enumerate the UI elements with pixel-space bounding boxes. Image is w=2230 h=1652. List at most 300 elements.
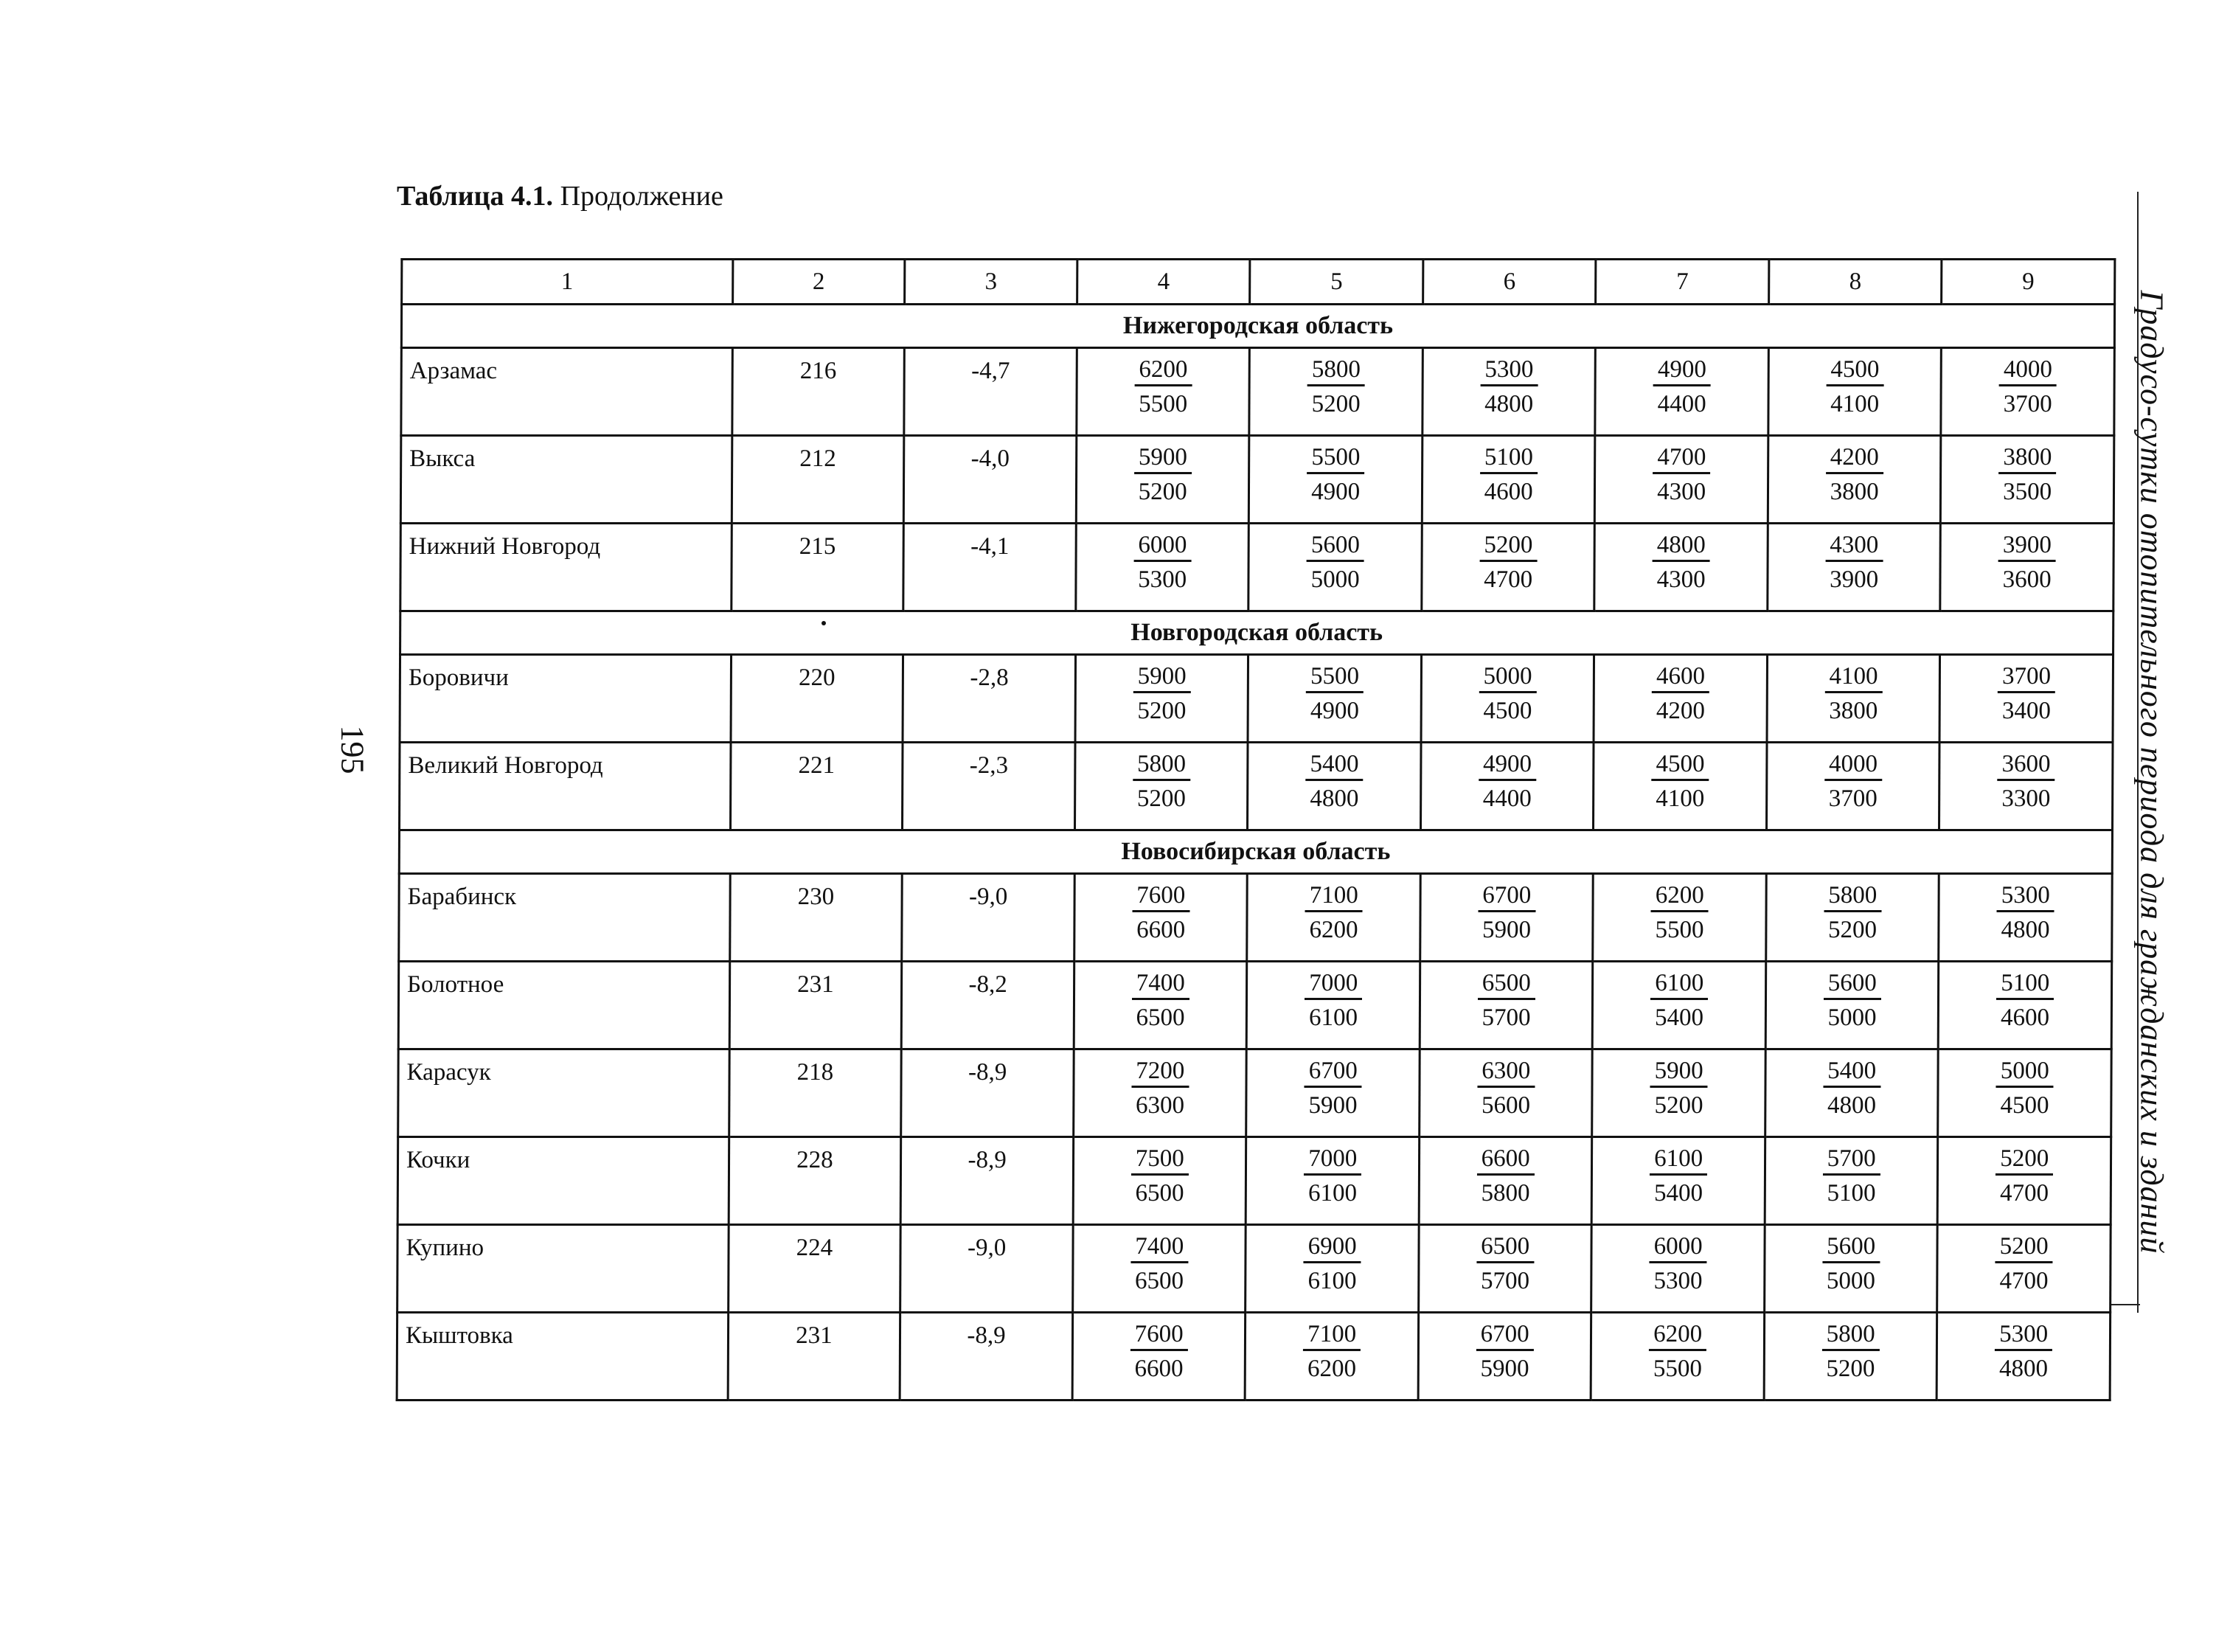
table-row [397,1313,2111,1401]
fraction-numerator: 4100 [1824,663,1882,693]
city-name: Кочки [397,1137,729,1225]
running-head-rule-end [2111,1304,2140,1305]
fraction-denominator: 5500 [1653,1356,1703,1382]
degree-days-cell [1765,962,1939,1049]
fraction-numerator: 4500 [1826,356,1883,386]
table-body [397,260,2115,1401]
city-name: Барабинск [399,874,730,962]
fraction-denominator: 5000 [1827,1004,1877,1031]
fraction-numerator: 5400 [1305,751,1363,781]
fraction-numerator: 6200 [1134,356,1192,386]
city-name: Великий Новгород [399,743,730,830]
fraction-value [1307,532,1364,593]
fraction-denominator: 4700 [1484,566,1533,593]
degree-days-cell [1938,1049,2111,1137]
region-name: Новосибирская область [399,830,2112,874]
fraction-value [1130,1321,1187,1382]
degree-days-cell [1075,655,1248,743]
column-number-4: 4 [1077,260,1251,305]
fraction-value [1998,444,2056,505]
duration-value: 230 [729,874,902,962]
degree-days-cell [1422,524,1595,611]
table-caption-text: Продолжение [560,181,723,212]
degree-days-cell [1074,743,1248,830]
table-row [397,1225,2111,1313]
city-name: Выкса [400,436,732,524]
fraction-denominator: 4800 [1998,1356,2049,1382]
duration-value: 231 [728,1313,900,1401]
fraction-value [1823,1058,1880,1119]
fraction-value [1134,356,1192,417]
fraction-value [1305,970,1362,1031]
fraction-value [1997,751,2054,812]
temperature-value: -4,1 [903,524,1076,611]
fraction-numerator: 7400 [1132,970,1189,1000]
temperature-value: -2,3 [903,743,1075,830]
fraction-denominator: 4100 [1656,785,1705,812]
fraction-denominator: 5500 [1139,391,1188,417]
fraction-numerator: 5300 [1997,882,2054,912]
fraction-value [1303,1233,1361,1294]
fraction-numerator: 5800 [1824,882,1881,912]
duration-value: 221 [730,743,903,830]
degree-days-cell [1594,655,1767,743]
degree-days-cell [1764,1313,1937,1401]
fraction-value [1131,1058,1189,1119]
table-caption-label: Таблица 4.1. [397,181,554,212]
duration-value: 212 [732,436,904,524]
degree-days-cell [1939,655,2113,743]
column-number-5: 5 [1250,260,1423,305]
fraction-denominator: 5000 [1826,1268,1876,1294]
degree-days-cell [1766,743,1939,830]
degree-days-cell [1246,1049,1420,1137]
city-name: Кыштовка [397,1313,728,1401]
duration-value: 215 [731,524,903,611]
fraction-numerator: 5600 [1824,970,1881,1000]
degree-days-cell [1765,1137,1938,1225]
region-name: Новгородская область [400,611,2113,655]
city-name: Карасук [398,1049,729,1137]
fraction-numerator: 5900 [1134,444,1192,474]
degree-days-cell [1592,1049,1765,1137]
degree-days-cell [1768,436,1941,524]
degree-days-cell [1423,348,1596,436]
page-number: 195 [334,725,371,774]
fraction-numerator: 5400 [1823,1058,1880,1088]
fraction-denominator: 5200 [1136,785,1186,812]
degree-days-cell [1591,1313,1765,1401]
fraction-denominator: 4700 [1999,1268,2049,1294]
fraction-denominator: 4800 [1310,785,1359,812]
degree-days-cell [1765,1049,1939,1137]
fraction-value [1650,1058,1707,1119]
fraction-numerator: 6000 [1133,532,1191,562]
fraction-value [1650,1145,1707,1207]
degree-days-cell [1591,1225,1765,1313]
fraction-denominator: 5900 [1482,917,1532,943]
fraction-value [1306,663,1364,724]
degree-days-cell [1421,655,1594,743]
fraction-value [1653,532,1710,593]
degree-days-cell [1072,1313,1246,1401]
fraction-numerator: 6700 [1476,1321,1534,1351]
fraction-numerator: 5600 [1307,532,1364,562]
fraction-numerator: 5600 [1822,1233,1880,1263]
degree-days-cell [1594,524,1768,611]
fraction-numerator: 7500 [1131,1145,1189,1176]
fraction-numerator: 5200 [1995,1233,2053,1263]
fraction-denominator: 5700 [1480,1268,1530,1294]
degree-days-cell [1248,743,1421,830]
fraction-numerator: 4800 [1653,532,1710,562]
degree-days-cell [1768,348,1942,436]
fraction-denominator: 5900 [1308,1092,1358,1119]
column-number-7: 7 [1596,260,1769,305]
fraction-value [1130,1233,1188,1294]
degree-days-cell [1594,743,1767,830]
fraction-denominator: 4300 [1657,479,1706,505]
fraction-denominator: 6300 [1135,1092,1185,1119]
fraction-denominator: 4600 [1484,479,1533,505]
fraction-value [1996,970,2054,1031]
degree-days-cell [1420,874,1594,962]
temperature-value: -4,7 [904,348,1077,436]
fraction-numerator: 7000 [1305,970,1362,1000]
fraction-numerator: 4600 [1652,663,1709,693]
degree-days-cell [1418,1313,1591,1401]
fraction-value [1995,1321,2052,1382]
fraction-value [1476,1321,1533,1382]
degree-days-cell [1246,1137,1420,1225]
fraction-value [1653,444,1710,505]
duration-value: 228 [729,1137,901,1225]
degree-days-cell [1939,962,2112,1049]
degree-days-cell [1939,743,2113,830]
fraction-numerator: 3900 [1998,532,2056,562]
fraction-value [1133,532,1191,593]
fraction-value [1130,1145,1188,1207]
fraction-numerator: 6700 [1478,882,1535,912]
fraction-value [1650,970,1708,1031]
fraction-denominator: 5200 [1827,917,1878,943]
fraction-numerator: 5800 [1822,1321,1880,1351]
degree-days-cell [1420,743,1594,830]
fraction-denominator: 6200 [1309,917,1358,943]
degree-days-cell [1766,874,1939,962]
fraction-numerator: 6100 [1650,970,1708,1000]
column-number-row [402,260,2115,305]
fraction-value [1995,1233,2052,1294]
degree-days-cell [1937,1225,2111,1313]
fraction-denominator: 3800 [1830,479,1879,505]
fraction-value [1653,356,1711,417]
fraction-denominator: 4700 [1999,1180,2049,1207]
degree-days-cell [1249,348,1423,436]
column-number-3: 3 [905,260,1077,305]
city-name: Боровичи [400,655,731,743]
degree-days-cell [1246,1313,1419,1401]
fraction-value [1479,663,1536,724]
fraction-denominator: 5200 [1137,698,1187,724]
table-row [401,348,2115,436]
heating-degree-days-table [396,258,2116,1401]
degree-days-cell [1593,874,1766,962]
fraction-value [1651,751,1709,812]
fraction-denominator: 4800 [1827,1092,1877,1119]
column-number-8: 8 [1769,260,1942,305]
column-number-6: 6 [1423,260,1597,305]
fraction-numerator: 6200 [1651,882,1709,912]
fraction-denominator: 3700 [1828,785,1878,812]
fraction-numerator: 3700 [1998,663,2055,693]
region-header-row [399,830,2112,874]
fraction-denominator: 6600 [1134,1356,1184,1382]
degree-days-cell [1593,962,1766,1049]
region-header-row [401,305,2114,348]
column-number-1: 1 [402,260,733,305]
fraction-numerator: 4900 [1479,751,1536,781]
table-row [397,1137,2111,1225]
duration-value: 220 [731,655,903,743]
fraction-denominator: 4500 [1483,698,1532,724]
degree-days-cell [1076,524,1249,611]
degree-days-cell [1768,524,1941,611]
fraction-value [1995,1058,2053,1119]
fraction-value [1132,882,1189,943]
fraction-numerator: 4700 [1653,444,1710,474]
fraction-numerator: 5100 [1996,970,2054,1000]
fraction-value [1132,970,1189,1031]
temperature-value: -8,2 [901,962,1074,1049]
fraction-numerator: 6900 [1304,1233,1361,1263]
fraction-value [1476,1233,1534,1294]
city-name: Арзамас [401,348,732,436]
fraction-denominator: 3700 [2003,391,2052,417]
fraction-value [1479,532,1537,593]
fraction-numerator: 6600 [1477,1145,1535,1176]
table-row [398,1049,2112,1137]
fraction-denominator: 4800 [1484,391,1534,417]
fraction-denominator: 3800 [1829,698,1878,724]
fraction-numerator: 6100 [1650,1145,1707,1176]
fraction-numerator: 5000 [1479,663,1536,693]
column-number-2: 2 [732,260,905,305]
degree-days-cell [1420,1049,1593,1137]
table-caption [397,180,723,212]
fraction-numerator: 7400 [1130,1233,1188,1263]
fraction-numerator: 5100 [1480,444,1538,474]
fraction-denominator: 5000 [1310,566,1360,593]
fraction-numerator: 6200 [1649,1321,1706,1351]
fraction-numerator: 5200 [1995,1145,2053,1176]
fraction-numerator: 6300 [1477,1058,1535,1088]
fraction-numerator: 4000 [1824,751,1882,781]
fraction-numerator: 5700 [1823,1145,1880,1176]
fraction-value [1823,970,1880,1031]
fraction-value [1826,356,1883,417]
fraction-value [1998,532,2056,593]
temperature-value: -8,9 [900,1137,1073,1225]
table-row [399,874,2113,962]
degree-days-cell [1074,874,1248,962]
fraction-denominator: 5500 [1655,917,1704,943]
degree-days-cell [1938,1137,2111,1225]
fraction-value [1822,1145,1880,1207]
fraction-value [1303,1321,1361,1382]
fraction-numerator: 3800 [1998,444,2056,474]
fraction-numerator: 4300 [1825,532,1883,562]
degree-days-cell [1076,436,1249,524]
fraction-denominator: 4500 [2000,1092,2049,1119]
fraction-value [1478,882,1535,943]
table-row [400,436,2114,524]
degree-days-cell [1247,874,1420,962]
fraction-numerator: 6000 [1650,1233,1707,1263]
degree-days-cell [1422,436,1595,524]
column-number-9: 9 [1942,260,2115,305]
fraction-numerator: 5800 [1133,751,1190,781]
fraction-denominator: 4600 [2000,1004,2050,1031]
fraction-numerator: 7600 [1132,882,1189,912]
degree-days-cell [1939,874,2112,962]
degree-days-cell [1073,1137,1246,1225]
fraction-value [1307,444,1364,505]
fraction-value [1826,444,1883,505]
degree-days-cell [1247,962,1420,1049]
fraction-numerator: 7600 [1130,1321,1188,1351]
fraction-denominator: 5200 [1311,391,1361,417]
fraction-denominator: 6500 [1135,1180,1184,1207]
fraction-denominator: 3600 [2002,566,2052,593]
fraction-denominator: 5200 [1138,479,1187,505]
fraction-value [1304,1145,1361,1207]
degree-days-cell [1941,348,2114,436]
degree-days-cell [1940,524,2113,611]
fraction-numerator: 4900 [1653,356,1711,386]
fraction-value [1477,970,1535,1031]
fraction-denominator: 6200 [1307,1356,1357,1382]
fraction-denominator: 4400 [1657,391,1706,417]
fraction-numerator: 5300 [1480,356,1538,386]
temperature-value: -8,9 [900,1313,1072,1401]
fraction-numerator: 5300 [1995,1321,2052,1351]
degree-days-cell [1419,1137,1592,1225]
fraction-value [1649,1321,1706,1382]
fraction-denominator: 6500 [1136,1004,1185,1031]
fraction-numerator: 4000 [1999,356,2057,386]
fraction-numerator: 7000 [1304,1145,1361,1176]
fraction-denominator: 4900 [1311,479,1361,505]
fraction-numerator: 5500 [1307,444,1364,474]
fraction-value [1998,663,2055,724]
fraction-numerator: 4500 [1651,751,1709,781]
fraction-denominator: 5200 [1826,1356,1875,1382]
degree-days-cell [1941,436,2114,524]
city-name: Нижний Новгород [400,524,732,611]
fraction-numerator: 5900 [1133,663,1191,693]
running-head: Градусо-сутки отопительного периода для гражданских и зданий [2133,290,2170,1254]
fraction-value [1997,882,2054,943]
degree-days-cell [1592,1137,1765,1225]
fraction-value [1479,751,1536,812]
fraction-value [1305,751,1363,812]
fraction-denominator: 3500 [2003,479,2052,505]
fraction-numerator: 5200 [1479,532,1537,562]
fraction-denominator: 5400 [1653,1180,1703,1207]
fraction-denominator: 4800 [2001,917,2050,943]
fraction-denominator: 6100 [1308,1004,1358,1031]
fraction-denominator: 5800 [1481,1180,1530,1207]
fraction-value [1650,882,1708,943]
degree-days-cell [1420,962,1593,1049]
fraction-value [1476,1145,1534,1207]
fraction-value [1821,1321,1879,1382]
fraction-denominator: 6500 [1134,1268,1184,1294]
degree-days-cell [1595,348,1768,436]
fraction-numerator: 6500 [1476,1233,1534,1263]
fraction-value [1480,444,1538,505]
fraction-numerator: 7100 [1305,882,1363,912]
fraction-value [1824,663,1882,724]
fraction-denominator: 5300 [1653,1268,1703,1294]
fraction-value [1133,751,1190,812]
fraction-denominator: 4400 [1482,785,1532,812]
fraction-denominator: 6100 [1307,1268,1357,1294]
fraction-denominator: 4100 [1830,391,1880,417]
degree-days-cell [1419,1225,1592,1313]
table-row [400,524,2114,611]
degree-days-cell [1249,436,1423,524]
degree-days-cell [1248,655,1421,743]
fraction-denominator: 5300 [1138,566,1187,593]
duration-value: 218 [729,1049,901,1137]
degree-days-cell [1595,436,1768,524]
fraction-value [1649,1233,1706,1294]
fraction-numerator: 5800 [1307,356,1365,386]
fraction-value [1824,751,1882,812]
city-name: Болотное [398,962,729,1049]
degree-days-cell [1077,348,1250,436]
degree-days-cell [1074,962,1247,1049]
degree-days-cell [1074,1049,1247,1137]
fraction-value [1825,532,1883,593]
fraction-denominator: 3400 [2001,698,2051,724]
fraction-denominator: 5400 [1654,1004,1704,1031]
fraction-value [1305,882,1363,943]
fraction-denominator: 5100 [1827,1180,1876,1207]
fraction-value [1995,1145,2053,1207]
fraction-numerator: 5900 [1650,1058,1708,1088]
fraction-numerator: 5500 [1306,663,1364,693]
degree-days-cell [1246,1225,1419,1313]
fraction-denominator: 5600 [1481,1092,1531,1119]
fraction-denominator: 3300 [2001,785,2051,812]
temperature-value: -2,8 [903,655,1075,743]
degree-days-cell [1767,655,1940,743]
fraction-denominator: 5200 [1654,1092,1703,1119]
fraction-value [1307,356,1365,417]
fraction-value [1822,1233,1880,1294]
fraction-denominator: 6600 [1136,917,1186,943]
table-row [398,962,2112,1049]
city-name: Купино [397,1225,729,1313]
fraction-value [1824,882,1881,943]
fraction-value [1999,356,2057,417]
fraction-denominator: 5900 [1480,1356,1529,1382]
region-name: Нижегородская область [401,305,2114,348]
fraction-numerator: 7200 [1131,1058,1189,1088]
